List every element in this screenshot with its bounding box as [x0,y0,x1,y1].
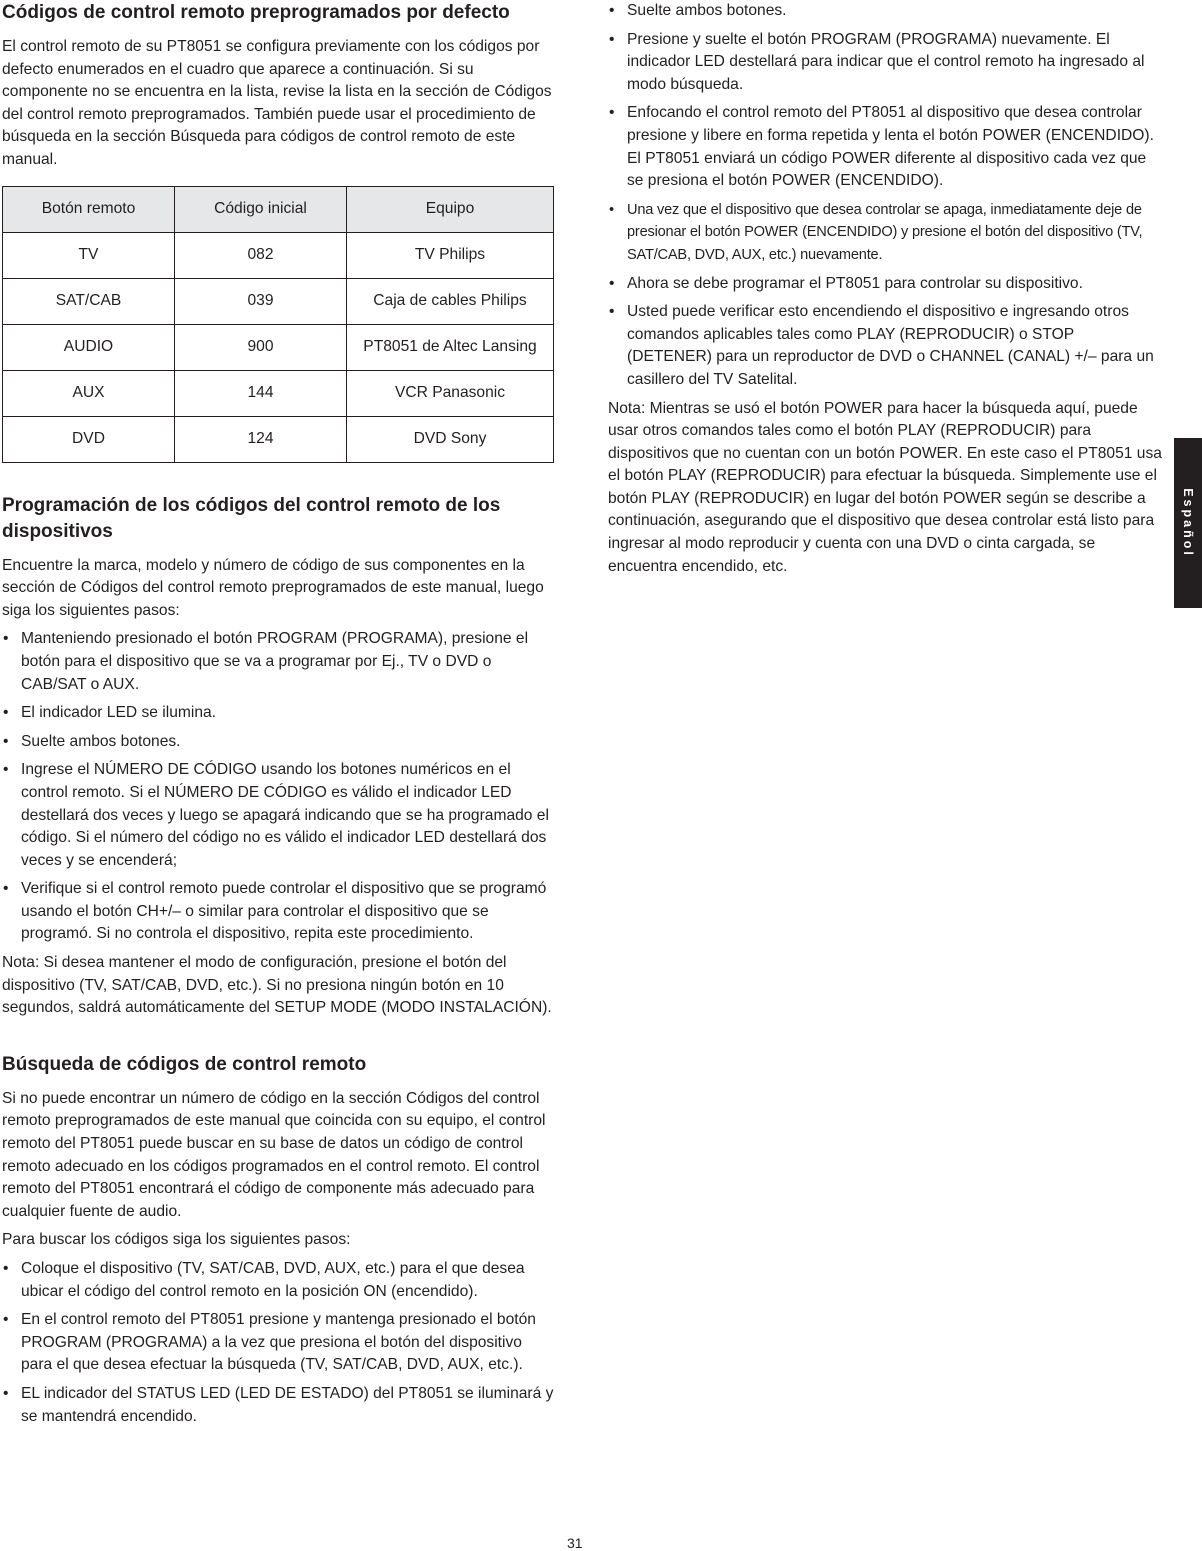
language-tab [1174,438,1202,608]
list-item: • Una vez que el dispositivo que desea controlar se apaga, inmediatamente deje de presionar el botón POWER (ENCENDIDO) y presione el botón del dispositivo (TV, SAT/CAB, DVD, AUX, etc.) nuevamente. [608,199,1162,267]
language-tab-label: Español [1181,488,1195,558]
section-title-default-codes: Códigos de control remoto preprogramados por defecto [2,2,510,23]
programming-intro: Encuentre la marca, modelo y número de código de sus componentes en la sección de Códigos del control remoto preprogramados de este manual, luego siga los siguientes pasos: [2,556,544,619]
table-row [3,416,554,462]
cell-code: 124 [175,416,347,462]
search-steps-intro: Para buscar los códigos siga los siguientes pasos: [2,1231,351,1249]
table-header-row [3,186,554,232]
cell-equipment: PT8051 de Altec Lansing [347,324,554,370]
default-codes-table [2,186,554,463]
header-remote-button: Botón remoto [3,186,175,232]
programming-note: Nota: Si desea mantener el modo de configuración, presione el botón del dispositivo (TV, SAT/CAB, DVD, etc.). Si no presiona ningún botón en 10 segundos, saldrá automáticamente del SETUP MODE (MODO INSTALACIÓN). [2,954,552,1017]
header-equipment: Equipo [347,186,554,232]
list-item: • Verifique si el control remoto puede controlar el dispositivo que se programó usando el botón CH+/– o similar para controlar el dispositivo que se programó. Si no controla el dispositivo, repita este procedimiento. [2,878,556,946]
page-number: 31 [567,1535,583,1551]
list-item: • Presione y suelte el botón PROGRAM (PROGRAMA) nuevamente. El indicador LED destellará para indicar que el control remoto ha ingresado al modo búsqueda. [608,29,1162,97]
section-title-search: Búsqueda de códigos de control remoto [2,1053,367,1075]
search-steps [2,1258,556,1428]
section-title-programming: Programación de los códigos del control remoto de los dispositivos [2,494,501,542]
list-item: • Coloque el dispositivo (TV, SAT/CAB, DVD, AUX, etc.) para el que desea ubicar el código del control remoto en la posición ON (encendido). [2,1258,556,1303]
default-codes-intro: El control remoto de su PT8051 se configura previamente con los códigos por defecto enumerados en el cuadro que aparece a continuación. Si su componente no se encuentra en la lista, revise la lista en la sección de Códigos del control remoto preprogramados. También puede usar el procedimiento de búsqueda en la sección Búsqueda para códigos de control remoto de este manual. [2,38,552,168]
list-item: • El indicador LED se ilumina. [2,702,556,725]
cell-code: 144 [175,370,347,416]
list-item: • En el control remoto del PT8051 presione y mantenga presionado el botón PROGRAM (PROGRAMA) a la vez que presiona el botón del dispositivo para el que desea efectuar la búsqueda (TV, SAT/CAB, DVD, AUX, etc.). [2,1309,556,1377]
left-column [2,0,556,1434]
search-intro: Si no puede encontrar un número de código en la sección Códigos del control remoto preprogramados de este manual que coincida con su equipo, el control remoto del PT8051 puede buscar en su base de datos un código de control remoto adecuado en los códigos programados en el control remoto. El control remoto del PT8051 encontrará el código de componente más adecuado para cualquier fuente de audio. [2,1089,546,1220]
list-item: • Ahora se debe programar el PT8051 para controlar su dispositivo. [608,273,1162,296]
cell-code: 082 [175,232,347,278]
cell-button: TV [3,232,175,278]
list-item: • Suelte ambos botones. [2,731,556,754]
cell-equipment: DVD Sony [347,416,554,462]
list-item: • Ingrese el NÚMERO DE CÓDIGO usando los botones numéricos en el control remoto. Si el NÚMERO DE CÓDIGO es válido el indicador LED destellará dos veces y luego se apagará indicando que se ha programado el código. Si el número del código no es válido el indicador LED destellará dos veces y se encenderá; [2,759,556,872]
search-note: Nota: Mientras se usó el botón POWER para hacer la búsqueda aquí, puede usar otros comandos tales como el botón PLAY (REPRODUCIR) para dispositivos que no cuentan con un botón POWER. En este caso el PT8051 usa el botón PLAY (REPRODUCIR) para efectuar la búsqueda. Simplemente use el botón PLAY (REPRODUCIR) en lugar del botón POWER según se describe a continuación, asegurando que el dispositivo que desea controlar está listo para ingresar al modo reproducir y cuenta con una DVD o cinta cargada, se encuentra encendido, etc. [608,399,1162,575]
list-item: • Enfocando el control remoto del PT8051 al dispositivo que desea controlar presione y libere en forma repetida y lenta el botón POWER (ENCENDIDO). El PT8051 enviará un código POWER diferente al dispositivo cada vez que se presiona el botón POWER (ENCENDIDO). [608,102,1162,192]
list-item: • Manteniendo presionado el botón PROGRAM (PROGRAMA), presione el botón para el dispositivo que se va a programar por Ej., TV o DVD o CAB/SAT o AUX. [2,628,556,696]
cell-equipment: Caja de cables Philips [347,278,554,324]
cell-equipment: VCR Panasonic [347,370,554,416]
table-row [3,278,554,324]
cell-code: 039 [175,278,347,324]
table-row [3,232,554,278]
search-steps-continued [608,0,1162,392]
programming-steps [2,628,556,946]
cell-code: 900 [175,324,347,370]
header-initial-code: Código inicial [175,186,347,232]
cell-equipment: TV Philips [347,232,554,278]
table-row [3,370,554,416]
table-row [3,324,554,370]
cell-button: DVD [3,416,175,462]
cell-button: AUX [3,370,175,416]
list-item: • EL indicador del STATUS LED (LED DE ESTADO) del PT8051 se iluminará y se mantendrá encendido. [2,1383,556,1428]
list-item: • Usted puede verificar esto encendiendo el dispositivo e ingresando otros comandos aplicables tales como PLAY (REPRODUCIR) o STOP (DETENER) para un reproductor de DVD o CHANNEL (CANAL) +/– para un casillero del TV Satelital. [608,301,1162,391]
right-column [608,0,1162,584]
cell-button: SAT/CAB [3,278,175,324]
cell-button: AUDIO [3,324,175,370]
list-item: • Suelte ambos botones. [608,0,1162,23]
